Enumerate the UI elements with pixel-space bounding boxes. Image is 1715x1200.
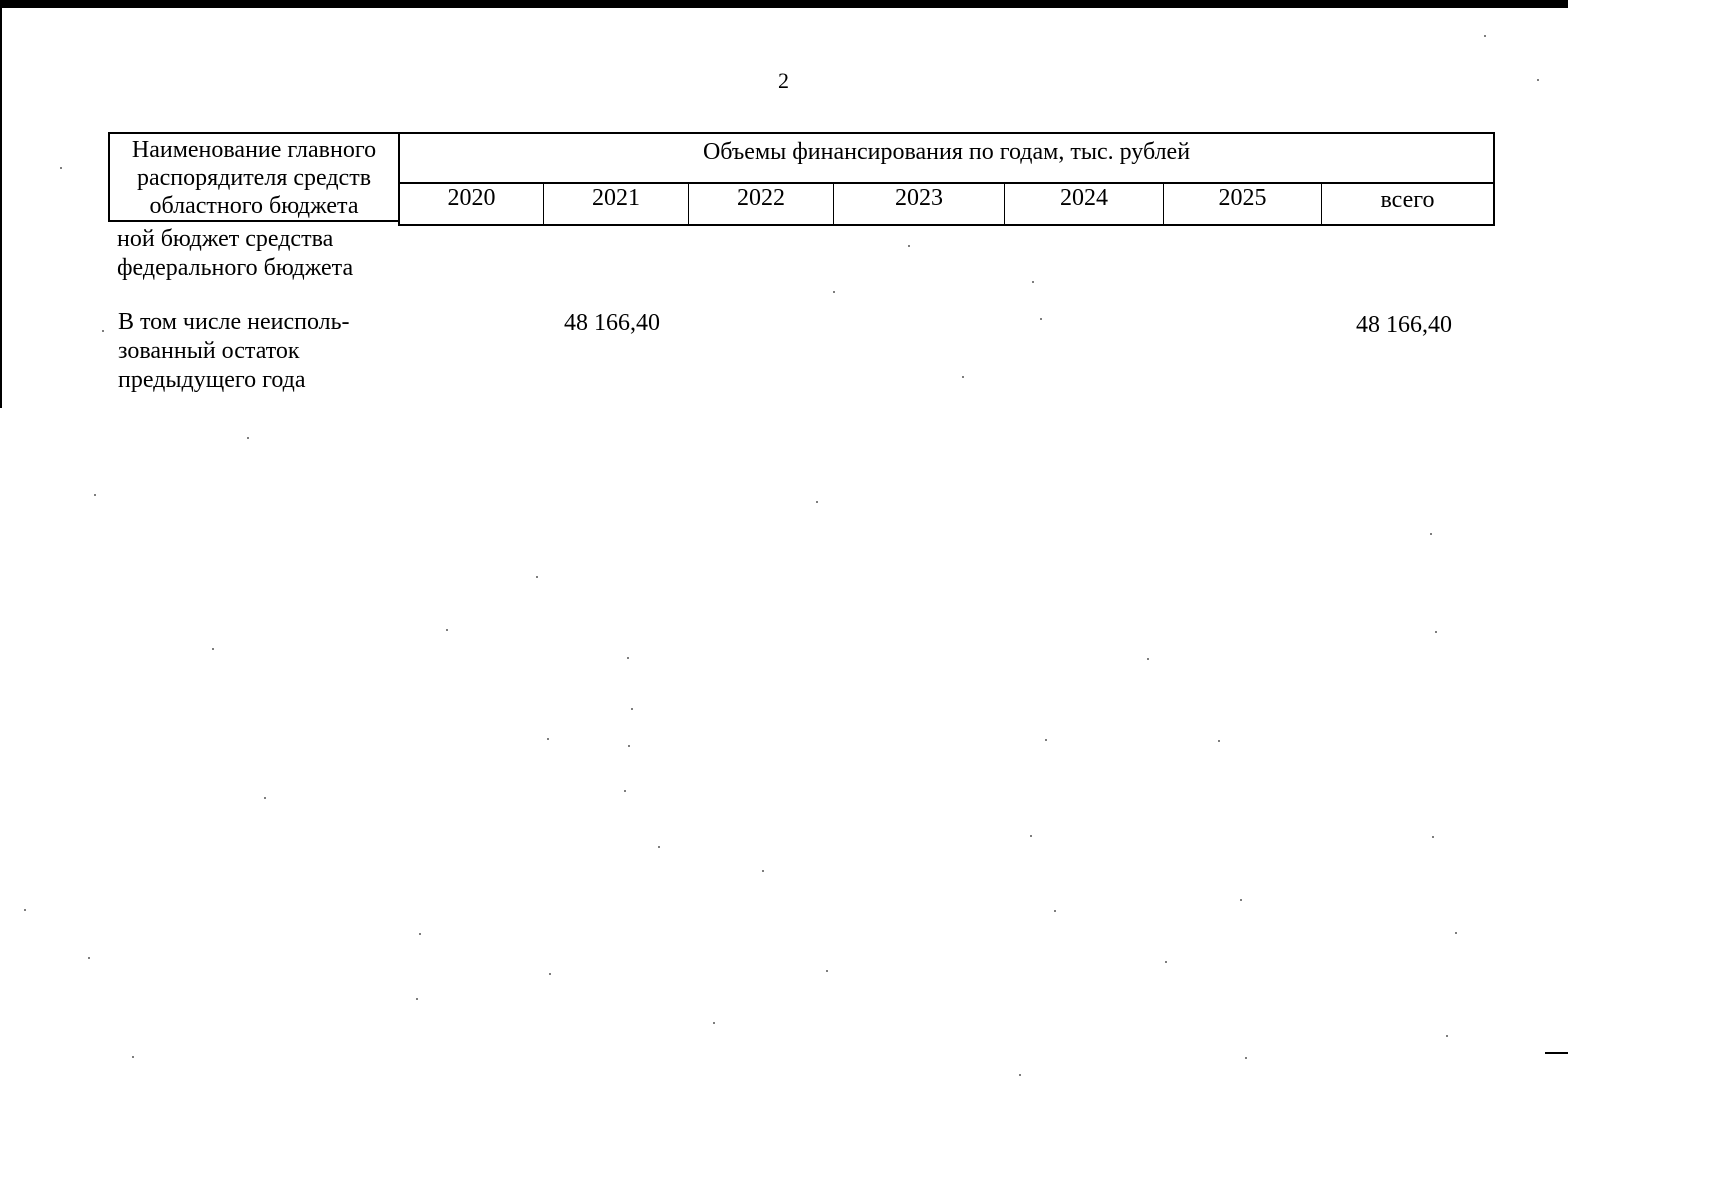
scan-speck: [60, 167, 62, 169]
scan-speck: [826, 970, 828, 972]
year-header-2022: 2022: [737, 185, 785, 211]
scan-speck: [1019, 1074, 1021, 1076]
scan-speck: [833, 291, 835, 293]
scan-left-border: [0, 0, 2, 408]
scan-speck: [419, 933, 421, 935]
scan-speck: [1040, 318, 1042, 320]
page-number: 2: [778, 68, 789, 93]
scan-speck: [88, 957, 90, 959]
financing-volume-header: Объемы финансирования по годам, тыс. рублей: [702, 139, 1191, 165]
scan-top-border: [0, 0, 1568, 8]
year-header-2024: 2024: [1060, 185, 1108, 211]
row-federal-budget-name: ной бюджет средства федерального бюджета: [117, 226, 354, 281]
scan-speck: [1240, 899, 1242, 901]
scan-speck: [962, 376, 964, 378]
year-header-2025: 2025: [1218, 185, 1267, 211]
scan-speck: [264, 797, 266, 799]
row-unused-balance-value-total: 48 166,40: [1356, 312, 1452, 338]
year-header-2023: 2023: [895, 185, 943, 211]
row-unused-balance-value-2021: 48 166,40: [564, 310, 660, 336]
scan-speck: [713, 1022, 715, 1024]
scan-speck: [416, 998, 418, 1000]
scan-speck: [816, 501, 818, 503]
scan-speck: [1435, 631, 1437, 633]
scan-speck: [762, 870, 764, 872]
scan-speck: [1045, 739, 1047, 741]
scan-speck: [624, 790, 626, 792]
scan-speck: [1147, 658, 1149, 660]
scan-speck: [446, 629, 448, 631]
scan-speck: [102, 330, 104, 332]
scan-speck: [132, 1056, 134, 1058]
scan-speck: [1430, 533, 1432, 535]
scan-speck: [1455, 932, 1457, 934]
scan-speck: [1245, 1057, 1247, 1059]
table-top-border: [108, 132, 1494, 134]
scan-speck: [549, 973, 551, 975]
year-header-2021: 2021: [592, 185, 640, 211]
year-header-2020: 2020: [447, 185, 496, 211]
scan-speck: [627, 657, 629, 659]
scan-speck: [1446, 1035, 1448, 1037]
scan-speck: [1218, 740, 1220, 742]
scan-speck: [94, 494, 96, 496]
scan-speck: [1165, 961, 1167, 963]
row-unused-balance-name: В том числе неисполь- зованный остаток предыдущего года: [118, 309, 350, 393]
table-years-bottom-border: [398, 224, 1494, 226]
scan-edge-mark: [1545, 1052, 1568, 1054]
scan-speck: [631, 708, 633, 710]
scan-speck: [908, 245, 910, 247]
scan-speck: [1484, 35, 1486, 37]
scan-speck: [628, 745, 630, 747]
scan-speck: [1032, 281, 1034, 283]
scan-speck: [536, 576, 538, 578]
scan-speck: [547, 738, 549, 740]
scan-speck: [212, 648, 214, 650]
year-header-total: всего: [1380, 187, 1435, 213]
scan-speck: [247, 437, 249, 439]
table-right-border: [1493, 132, 1495, 226]
scan-speck: [1537, 79, 1539, 81]
scan-speck: [1030, 835, 1032, 837]
name-column-header: Наименование главного распорядителя средств областного бюджета: [131, 137, 377, 219]
scan-speck: [1054, 910, 1056, 912]
scan-speck: [1432, 836, 1434, 838]
scan-speck: [24, 909, 26, 911]
scan-speck: [658, 846, 660, 848]
table-name-bottom-border: [108, 220, 399, 222]
